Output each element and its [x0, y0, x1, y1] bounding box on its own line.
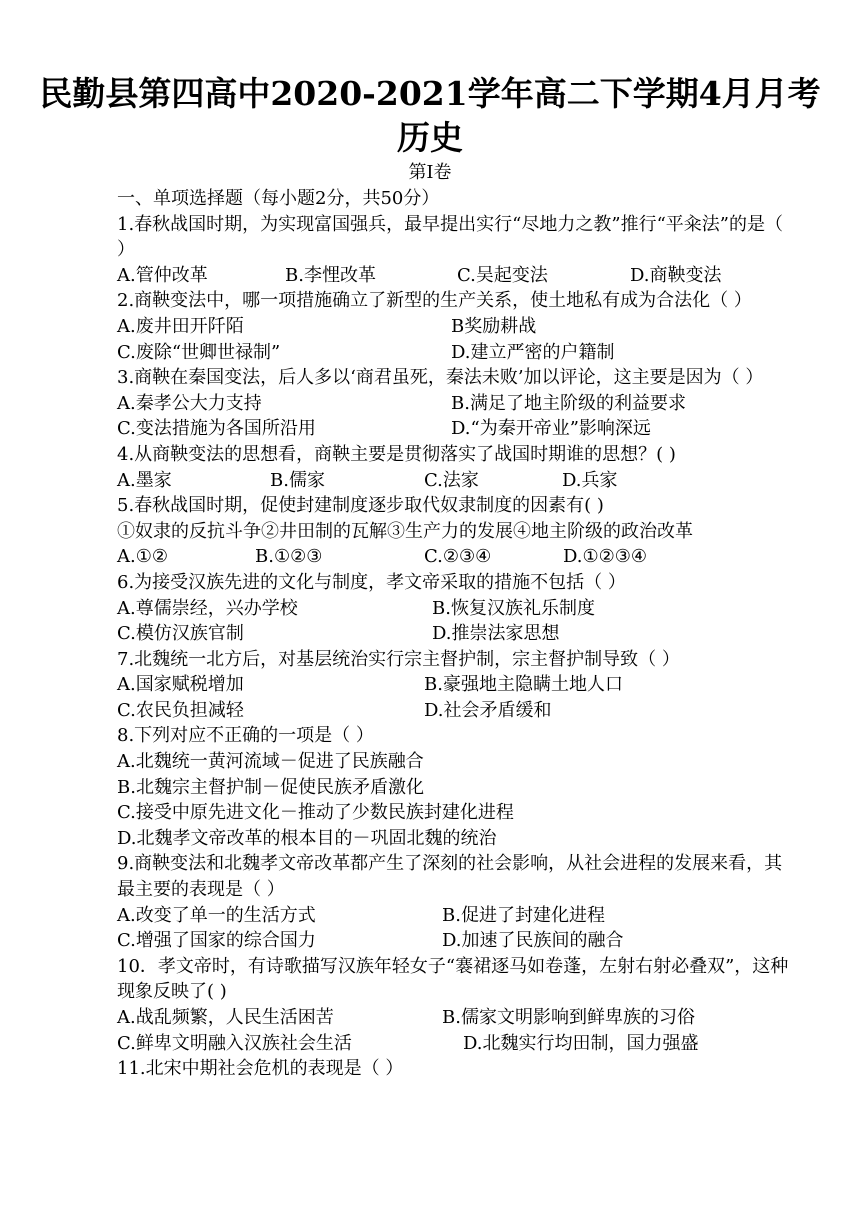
- option: C.变法措施为各国所沿用: [117, 418, 316, 440]
- question-stem: 3.商鞅在秦国变法，后人多以‘商君虽死，秦法未败’加以评论，这主要是因为（ ）: [117, 367, 764, 389]
- option-row: D.北魏孝文帝改革的根本目的－巩固北魏的统治: [117, 827, 497, 849]
- option: B.豪强地主隐瞒土地人口: [424, 674, 623, 696]
- option: C.增强了国家的综合国力: [117, 930, 316, 952]
- option-row: [117, 596, 797, 622]
- option: A.秦孝公大力支持: [117, 392, 262, 414]
- option: B.儒家文明影响到鲜卑族的习俗: [442, 1007, 695, 1028]
- subject-title: 历史: [397, 118, 463, 157]
- question-extra: ①奴隶的反抗斗争②井田制的瓦解③生产力的发展④地主阶级的政治改革: [117, 520, 693, 542]
- option: A.战乱频繁，人民生活困苦: [117, 1007, 334, 1028]
- option: C.废除“世卿世禄制”: [117, 341, 281, 363]
- option-row: [117, 698, 797, 724]
- option: B.李悝改革: [285, 264, 376, 286]
- option-row: [117, 314, 797, 340]
- option-row: [117, 416, 797, 442]
- option: D.加速了民族间的融合: [442, 930, 624, 952]
- option: B.满足了地主阶级的利益要求: [451, 392, 686, 414]
- option: B奖励耕战: [451, 315, 537, 337]
- option: A.废井田开阡陌: [117, 315, 244, 337]
- option-row: [117, 1005, 797, 1031]
- option-row: [117, 903, 797, 929]
- question-stem: 5.春秋战国时期，促使封建制度逐步取代奴隶制度的因素有( ): [117, 495, 604, 517]
- question-stem: 1.春秋战国时期，为实现富国强兵，最早提出实行“尽地力之教”推行“平籴法”的是（ ）: [117, 213, 783, 261]
- option-row: [117, 340, 797, 366]
- option-row: [117, 928, 797, 954]
- option: A.管仲改革: [117, 264, 208, 286]
- option: C.农民负担减轻: [117, 699, 244, 721]
- option-row: [117, 672, 797, 698]
- option: A.墨家: [117, 469, 172, 491]
- question-stem: 6.为接受汉族先进的文化与制度，孝文帝采取的措施不包括（ ）: [117, 571, 626, 593]
- question-stem: 8.下列对应不正确的一项是（ ）: [117, 725, 374, 747]
- option: C.鲜卑文明融入汉族社会生活: [117, 1032, 352, 1054]
- option: D.①②③④: [563, 546, 648, 568]
- option-row: [117, 263, 797, 289]
- question-list: [117, 186, 797, 1082]
- option-row: C.接受中原先进文化－推动了少数民族封建化进程: [117, 802, 514, 824]
- option-row: [117, 391, 797, 417]
- option: B.①②③: [255, 546, 323, 568]
- option: A.改变了单一的生活方式: [117, 904, 316, 926]
- option: D.商鞅变法: [630, 264, 722, 286]
- option: D.推崇法家思想: [432, 623, 560, 645]
- option: B.促进了封建化进程: [442, 904, 605, 926]
- option: D.“为秦开帝业”影响深远: [451, 418, 651, 440]
- option: C.②③④: [424, 546, 492, 568]
- volume-label: 第Ⅰ卷: [408, 162, 452, 183]
- option: D.社会矛盾缓和: [424, 699, 552, 721]
- question-stem: 2.商鞅变法中，哪一项措施确立了新型的生产关系，使土地私有成为合法化（ ）: [117, 290, 752, 312]
- option: D.兵家: [562, 469, 618, 491]
- option: D.建立严密的户籍制: [451, 341, 615, 363]
- option-row: B.北魏宗主督护制－促使民族矛盾激化: [117, 776, 424, 798]
- option: A.①②: [117, 546, 168, 568]
- option: B.儒家: [270, 469, 325, 491]
- option: C.模仿汉族官制: [117, 623, 244, 645]
- option: B.恢复汉族礼乐制度: [432, 597, 595, 619]
- option-row: [117, 468, 797, 494]
- option: C.法家: [424, 469, 479, 491]
- section-heading: 一、单项选择题（每小题2分，共50分）: [117, 188, 440, 209]
- option: C.吴起变法: [457, 264, 548, 286]
- option: A.国家赋税增加: [117, 674, 244, 696]
- option: A.尊儒崇经，兴办学校: [117, 597, 298, 619]
- option-row: A.北魏统一黄河流域－促进了民族融合: [117, 751, 424, 773]
- option: D.北魏实行均田制，国力强盛: [463, 1032, 699, 1054]
- question-stem: 7.北魏统一北方后，对基层统治实行宗主督护制，宗主督护制导致（ ）: [117, 648, 680, 670]
- option-row: [117, 621, 797, 647]
- exam-title: 民勤县第四高中2020-2021学年高二下学期4月月考: [39, 74, 821, 113]
- option-row: [117, 544, 797, 570]
- question-stem: 4.从商鞅变法的思想看，商鞅主要是贯彻落实了战国时期谁的思想？( ): [117, 443, 676, 465]
- question-stem: 11.北宋中期社会危机的表现是（ ）: [117, 1058, 404, 1080]
- option-row: [117, 1031, 797, 1057]
- question-stem: 9.商鞅变法和北魏孝文帝改革都产生了深刻的社会影响，从社会进程的发展来看，其最主要的表现是（ ）: [117, 853, 783, 901]
- question-stem: 10．孝文帝时，有诗歌描写汉族年轻女子“褰裙逐马如卷蓬，左射右射必叠双”，这种现象反映了( ): [117, 955, 789, 1003]
